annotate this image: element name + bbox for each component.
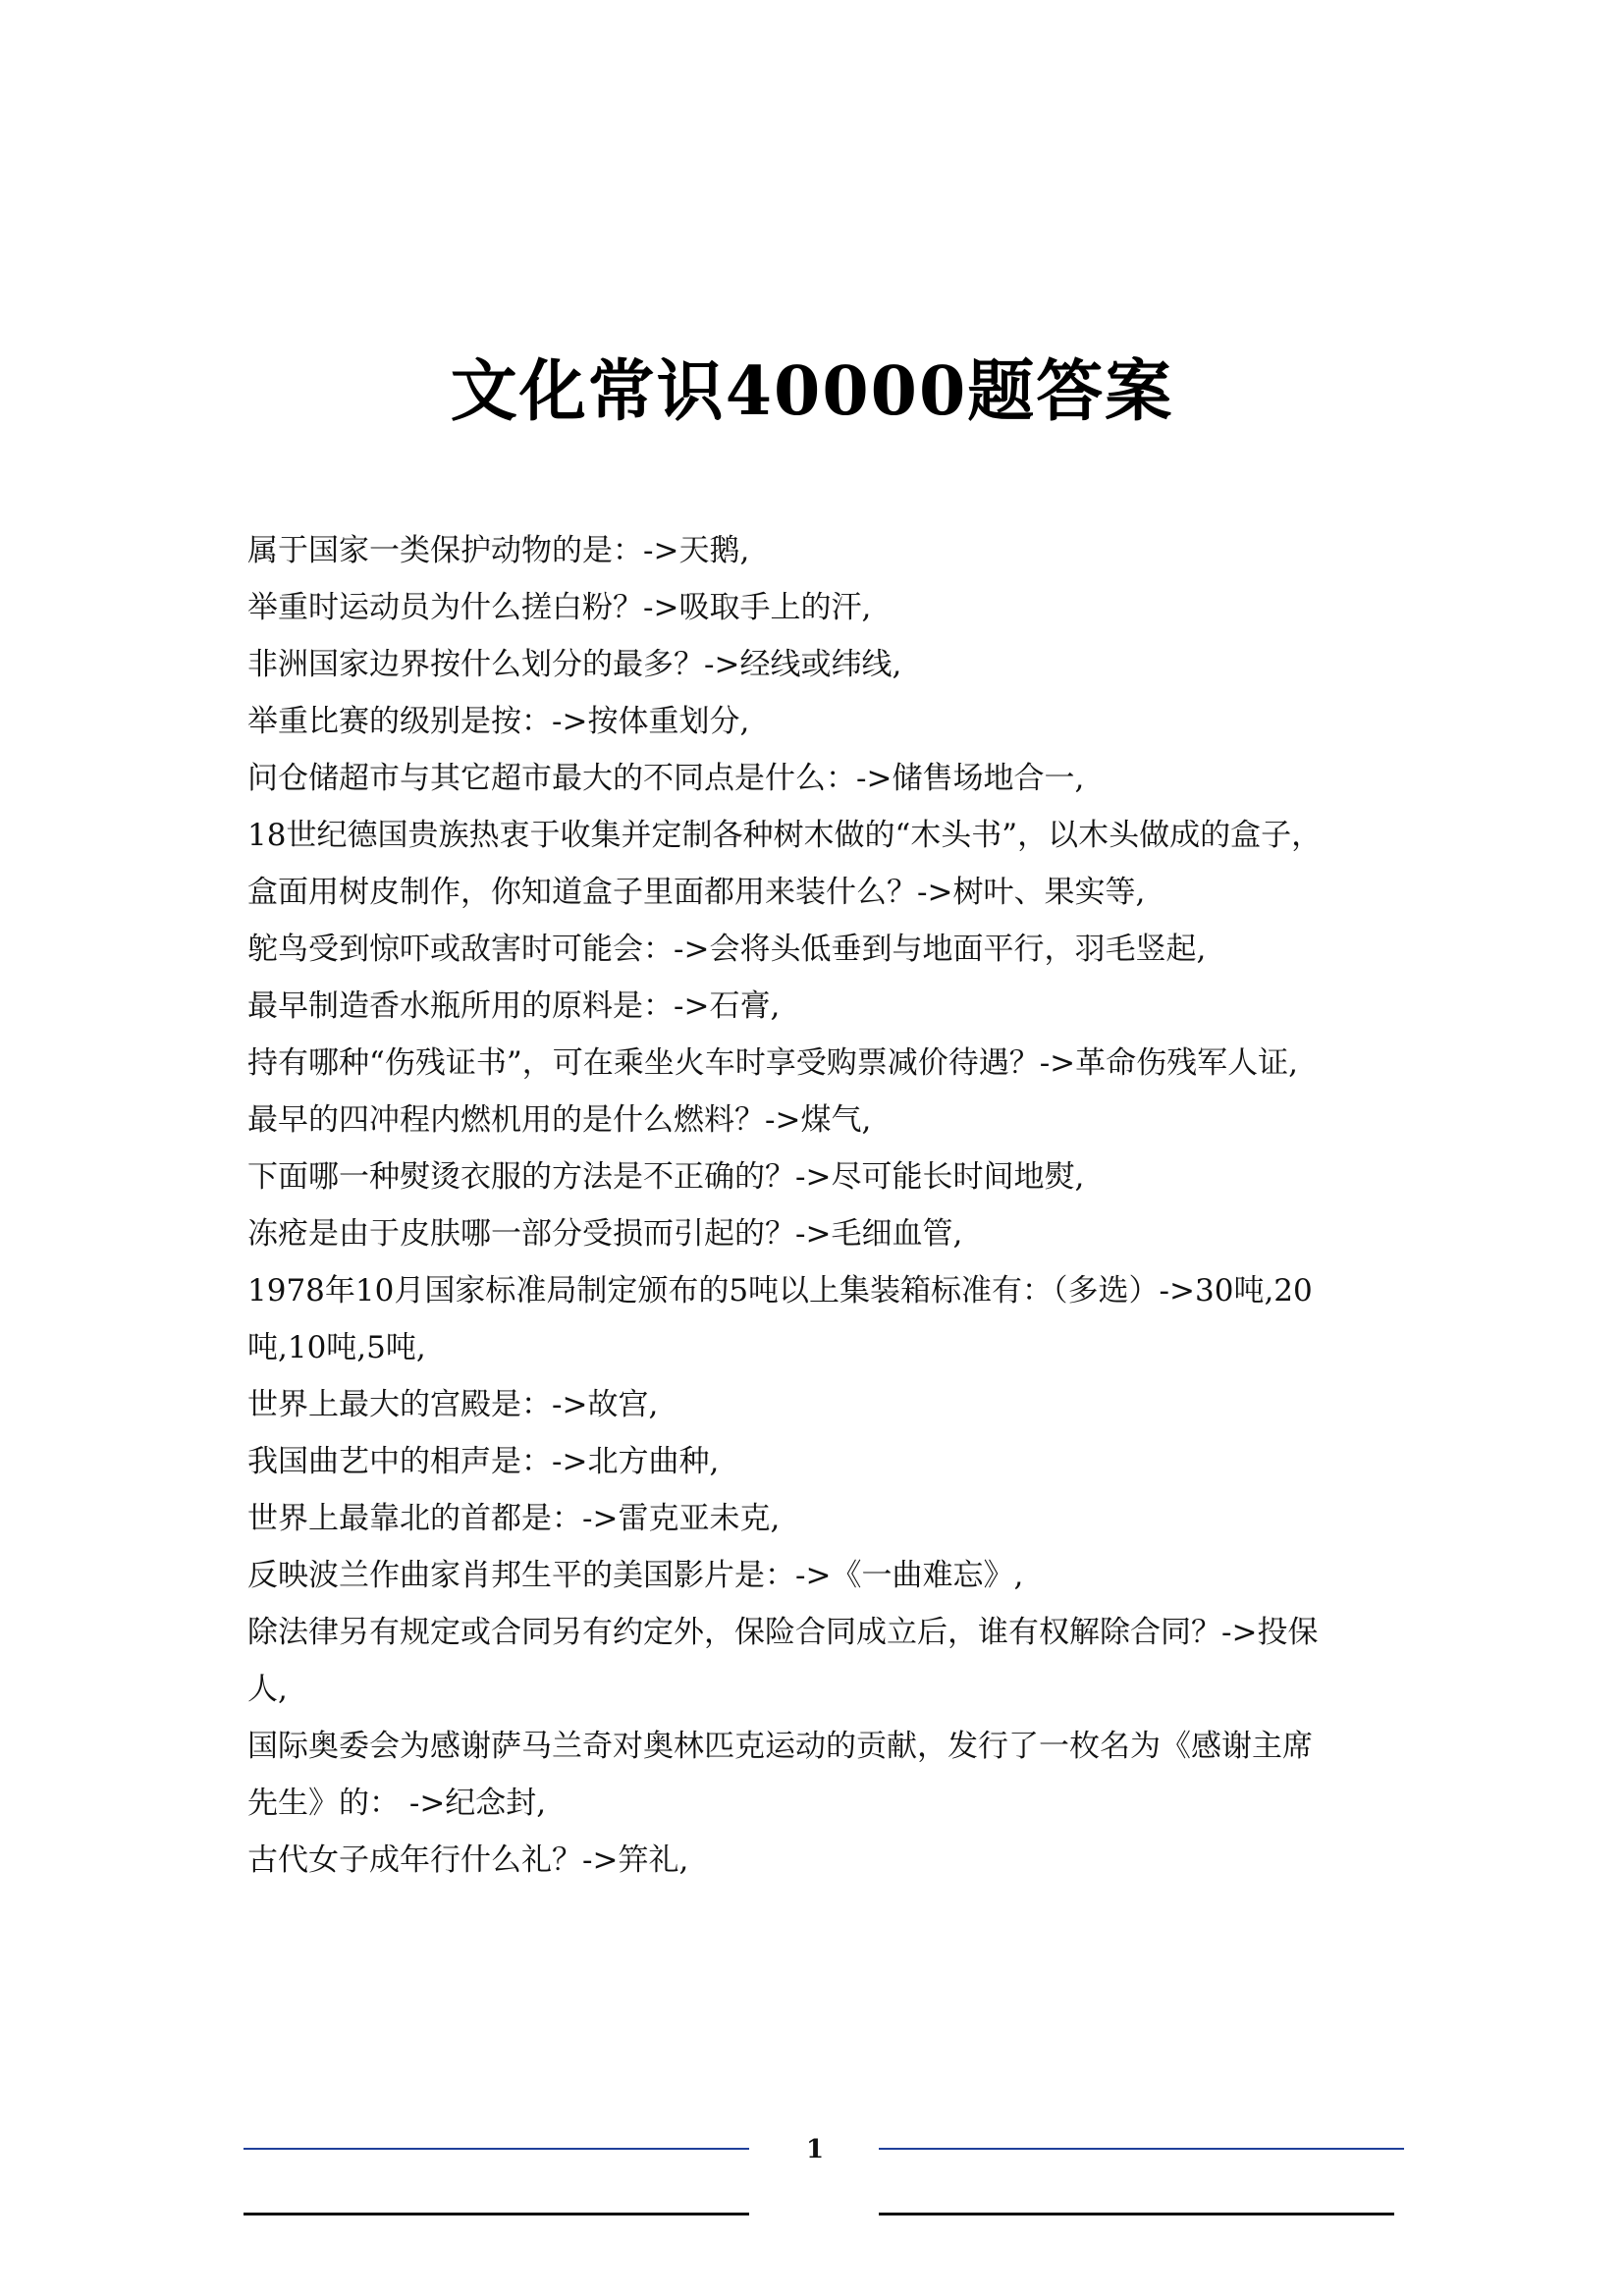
- body-line: 除法律另有规定或合同另有约定外，保险合同成立后，谁有权解除合同？->投保: [247, 1615, 1319, 1650]
- body-line: 世界上最大的宫殿是：->故宫,: [247, 1387, 659, 1422]
- body-line: 人,: [247, 1672, 288, 1707]
- body-line: 1978年10月国家标准局制定颁布的5吨以上集装箱标准有：（多选）->30吨,20: [247, 1273, 1313, 1308]
- footer-rule-top-left: [244, 2148, 749, 2150]
- body-line: 反映波兰作曲家肖邦生平的美国影片是：->《一曲难忘》,: [247, 1558, 1024, 1593]
- body-line: 举重时运动员为什么搓白粉？->吸取手上的汗,: [247, 590, 872, 625]
- body-line: 属于国家一类保护动物的是：->天鹅,: [247, 533, 750, 568]
- page-number: 1: [805, 2135, 825, 2164]
- page-footer: [0, 2130, 1624, 2209]
- footer-rule-bottom-left: [244, 2213, 749, 2216]
- body-line: 吨,10吨,5吨,: [247, 1330, 426, 1365]
- body-line: 盒面用树皮制作，你知道盒子里面都用来装什么？->树叶、果实等,: [247, 875, 1146, 910]
- body-line: 非洲国家边界按什么划分的最多？->经线或纬线,: [247, 647, 902, 682]
- body-line: 持有哪种“伤残证书”，可在乘坐火车时享受购票减价待遇？->革命伤残军人证,: [247, 1045, 1298, 1081]
- footer-rule-top-right: [879, 2148, 1404, 2150]
- footer-rule-bottom-right: [879, 2213, 1394, 2216]
- body-line: 最早制造香水瓶所用的原料是：->石膏,: [247, 988, 781, 1024]
- body-line: 问仓储超市与其它超市最大的不同点是什么：->储售场地合一,: [247, 761, 1085, 796]
- body-line: 鸵鸟受到惊吓或敌害时可能会：->会将头低垂到与地面平行，羽毛竖起,: [247, 932, 1207, 967]
- body-line: 先生》的： ->纪念封,: [247, 1786, 547, 1821]
- document-body: [247, 522, 1386, 1889]
- body-line: 最早的四冲程内燃机用的是什么燃料？->煤气,: [247, 1102, 872, 1138]
- body-line: 我国曲艺中的相声是：->北方曲种,: [247, 1444, 720, 1479]
- body-line: 冻疮是由于皮肤哪一部分受损而引起的？->毛细血管,: [247, 1216, 963, 1252]
- body-line: 国际奥委会为感谢萨马兰奇对奥林匹克运动的贡献，发行了一枚名为《感谢主席: [247, 1729, 1313, 1764]
- body-line: 古代女子成年行什么礼？->笄礼,: [247, 1842, 689, 1878]
- body-line: 18世纪德国贵族热衷于收集并定制各种树木做的“木头书”，以木头做成的盒子，: [247, 818, 1323, 853]
- body-line: 下面哪一种熨烫衣服的方法是不正确的？->尽可能长时间地熨,: [247, 1159, 1085, 1195]
- body-line: 举重比赛的级别是按：->按体重划分,: [247, 704, 750, 739]
- body-line: 世界上最靠北的首都是：->雷克亚未克,: [247, 1501, 781, 1536]
- document-title: 文化常识40000题答案: [450, 352, 1174, 431]
